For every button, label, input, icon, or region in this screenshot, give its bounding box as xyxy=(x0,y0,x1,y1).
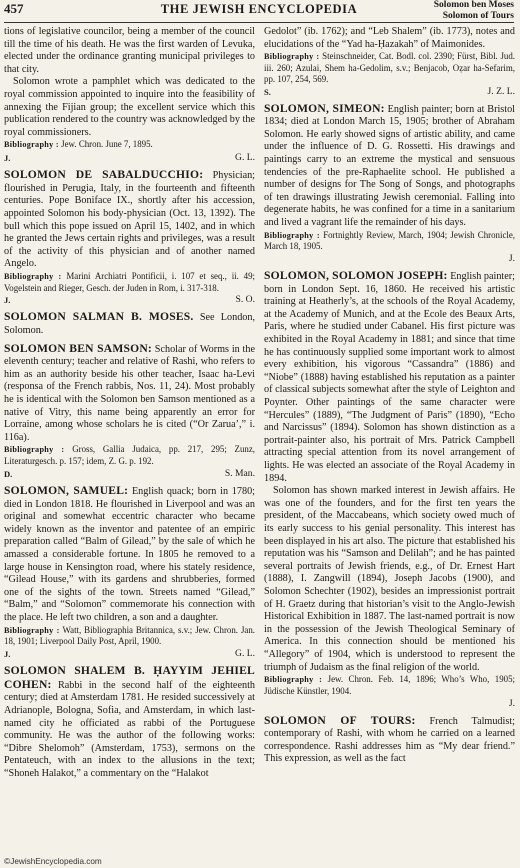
signature-left: J. xyxy=(4,649,11,660)
bibliography-text: Fortnightly Review, March, 1904; Jewish Chronicle, March 18, 1905. xyxy=(264,229,515,252)
bibliography xyxy=(4,625,255,648)
signature-right: S. O. xyxy=(235,294,255,306)
left-column xyxy=(4,26,255,854)
article-headword: SOLOMON, SIMEON: xyxy=(264,101,385,115)
article-body: English quack; born in 1780; died in London 1818. He flourished in Liverpool and was an original and somewhat eccentric character who became widely known as the inventor and patentee of an empiric preparation called “Balm of Gilead,” by the sale of which he amassed a considerable fortune. In 1805 he removed to a large house in Kensington road, where his stately residence, “Gilead House,” with its gardens and shrubberies, formed one of the sights of the town. Streets named “Gilead,” “Balm,” and “Solomon” commemorate his connection with the place. He left two children, a son and a daughter. xyxy=(4,486,255,623)
article-continued xyxy=(4,26,255,164)
article-text xyxy=(4,311,255,337)
running-head-first: Solomon ben Moses xyxy=(433,0,514,10)
bibliography xyxy=(264,51,515,84)
site-credit xyxy=(4,856,102,866)
bibliography-label: Bibliography : xyxy=(264,675,323,685)
site-name: JewishEncyclopedia.com xyxy=(10,857,102,866)
bibliography-text: Marini Archiatri Pontificii, i. 107 et seq., ii. 49; Vogelstein and Rieger, Gesch. der Juden in Rom, i. 317-318. xyxy=(4,270,255,293)
bibliography-text: Gross, Gallia Judaica, pp. 217, 295; Zunz, Literaturgesch. p. 157; idem, Z. G. p. 192. xyxy=(4,444,255,467)
signature-line xyxy=(4,468,255,480)
bibliography-text: Watt, Bibliographia Britannica, s.v.; Jew. Chron. Jan. 18, 1901; Liverpool Daily Post, April, 1900. xyxy=(4,624,255,647)
article-solomon-of-tours xyxy=(264,715,515,766)
bibliography xyxy=(264,674,515,697)
signature-line xyxy=(4,152,255,164)
article-headword: SOLOMON, SOLOMON JOSEPH: xyxy=(264,269,448,283)
right-column xyxy=(264,26,515,854)
article-body: French Talmudist; contemporary of Rashi, with whom he carried on a learned correspondence. Rashi addresses him as “My dear friend.” This expression, as well as the fact xyxy=(264,715,515,765)
article-solomon-salman-b-moses xyxy=(4,311,255,337)
article-body: Scholar of Worms in the eleventh century; teacher and relative of Rashi, who refers to him as an authority beside his other teacher, Isaac ha-Levi (responsa of the French rabbis, Nos. 11, 24). Most probably he is identical with the Solomon ben Samson mentioned as a native of Vitry, this name being apparently an error for Lorraine, among whose scholars he is cited (“Or Zarua’,” i. 116a). xyxy=(4,343,255,443)
paragraph: Gedolot” (ib. 1762); and “Leb Shalem” (ib. 1773), notes and elucidations of the “Yad ha-Ḥazakah” of Maimonides. xyxy=(264,26,515,50)
signature-right: G. L. xyxy=(235,648,255,660)
article-solomon-de-sabalducchio xyxy=(4,169,255,306)
signature-line xyxy=(4,648,255,660)
article-body: Rabbi in the second half of the eighteenth century; died at Amsterdam 1781. He resided successively at Adrianople, Bologna, Sofia, and Amsterdam, in which last-named city he officiated as rabbi of the Portuguese community. He was the author of the following works: “Dibre Shelomoh” (Amsterdam, 1753), sermons on the Pentateuch, with an index to the allusions in the text; “Shoneh Halakot,” a commentary on the “Halakot xyxy=(4,679,255,779)
bibliography-label: Bibliography : xyxy=(4,140,59,150)
signature-left: D. xyxy=(4,469,13,480)
signature-right: J. xyxy=(508,253,515,265)
article-body: English painter; born at Bristol 1834; died at London March 15, 1905; brother of Abraham Solomon. He early showed signs of artistic ability, and came under the influence of D. G. Rossetti. His drawings and paintings carry to an extreme the mystical and sensuous tendencies of the pre-Raphaelite school. He published a number of designs for The Song of Songs, and photographs of ten drawings illustrating Jewish ceremonial. Falling into degenerate habits, he was confined for a time in a sanitarium and lived a vagrant life the remainder of his days. xyxy=(264,103,515,228)
article-solomon-solomon-joseph xyxy=(264,270,515,710)
running-head-last: Solomon of Tours xyxy=(442,10,514,21)
signature-line xyxy=(264,86,515,98)
signature-line xyxy=(4,294,255,306)
bibliography xyxy=(4,271,255,294)
signature-right: G. L. xyxy=(235,152,255,164)
page-header xyxy=(4,0,514,23)
bibliography-text: Jew. Chron. June 7, 1895. xyxy=(61,139,153,150)
article-headword: SOLOMON DE SABALDUCCHIO: xyxy=(4,168,204,182)
bibliography xyxy=(4,139,255,151)
bibliography xyxy=(4,444,255,467)
article-solomon-samuel xyxy=(4,485,255,660)
cross-reference: See London, Solomon. xyxy=(4,312,255,337)
bibliography-label: Bibliography : xyxy=(264,230,320,240)
signature-left: S. xyxy=(264,86,271,97)
article-headword: SOLOMON BEN SAMSON: xyxy=(4,341,152,355)
signature-right: J. Z. L. xyxy=(487,85,515,97)
bibliography-label: Bibliography : xyxy=(4,271,62,281)
article-text xyxy=(4,343,255,445)
paragraph: Solomon has shown marked interest in Jewish affairs. He was one of the founders, and for the first ten years the president, of the Maccabeans, which society owed much of its early success to his genial personality. This interest has been displayed in his art also. The picture that established his reputation was his “Samson and Delilah”; and he has painted several portraits of Jewish friends, e.g., of Dr. Ernest Hart (1888), I. Zangwill (1894), Joseph Jacobs (1900), and Solomon Schechter (1902), besides an impressionist portrait of H. Graetz during that historian’s visit to the Anglo-Jewish Historical Exhibition in 1887. The last-named portrait is now in the possession of the Jewish Theological Seminary of America. In this connection should be mentioned his “Allegory” of 1904, which is understood to represent the triumph of Judaism as the final religion of the world. xyxy=(264,485,515,673)
article-solomon-ben-samson xyxy=(4,343,255,480)
signature-left: J. xyxy=(4,295,11,306)
article-text xyxy=(264,270,515,485)
article-body: English painter; born in London Sept. 16, 1860. He received his artistic training at Heatherly’s, at the schools of the Royal Academy, at the Academy of Munich, and at the Ecole des Beaux Arts, Paris, where he studied under Cabanel. His first picture was exhibited in the Royal Academy in 1881; and since that time he has continuously supplied some important work to almost every exhibition, his vigorous “Cassandra” (1886) and “Niobe” (1888) having established his reputation as a painter of classical subjects somewhat after the style of Leighton and Poynter. Other paintings of the same character were “Hercules” (1889), “The Judgment of Paris” (1890), “Echo and Narcissus” (1894). Solomon has shown distinction as a portrait-painter also, his portrait of Mrs. Patrick Campbell attracting special attention from its novel arrangement of lights. He was elected an associate of the Royal Academy in 1894. xyxy=(264,271,515,484)
bibliography-text: Steinschneider, Cat. Bodl. col. 2390; Fürst, Bibl. Jud. iii. 260; Azulai, Shem ha-Gedolim, s.v.; Benjacob, Oẓar ha-Sefarim, pp. 107, 254, 569. xyxy=(264,51,515,84)
article-text xyxy=(4,665,255,780)
paragraph: Solomon wrote a pamphlet which was dedicated to the royal commission appointed to inquire into the feasibility of annexing the Fijian group; the excellent service which this publication rendered to the country was acknowledged by the royal commissioners. xyxy=(4,76,255,138)
publication-title: THE JEWISH ENCYCLOPEDIA xyxy=(160,2,358,16)
article-text xyxy=(264,715,515,766)
signature-left: J. xyxy=(4,153,11,164)
article-text xyxy=(4,169,255,271)
bibliography-text: Jew. Chron. Feb. 14, 1896; Who’s Who, 1905; Jüdische Künstler, 1904. xyxy=(264,674,515,696)
article-headword: SOLOMON, SAMUEL: xyxy=(4,484,129,498)
article-headword: SOLOMON OF TOURS: xyxy=(264,713,416,727)
article-headword: SOLOMON SHALEM B. ḤAYYIM JEHIEL COHEN: xyxy=(4,664,255,691)
bibliography-label: Bibliography : xyxy=(4,625,60,635)
signature-line xyxy=(264,698,515,710)
article-solomon-shalem xyxy=(4,665,255,780)
signature-right: J. xyxy=(508,697,515,709)
article-solomon-simeon xyxy=(264,103,515,266)
bibliography xyxy=(264,230,515,253)
article-text xyxy=(264,103,515,230)
running-heads xyxy=(434,0,514,21)
article-solomon-shalem-continued xyxy=(264,26,515,98)
signature-line xyxy=(264,253,515,265)
article-body: Physician; flourished in Perugia, Italy, in the fourteenth and fifteenth centuries. Pope Boniface IX., shortly after his accession, appointed Solomon his body-physician (Oct. 13, 1392). The bull which this pope issued on April 15, 1402, and in which he granted the Jews certain rights and privileges, was a result of the activity of this physician and of another named Angelo. xyxy=(4,170,255,270)
bibliography-label: Bibliography : xyxy=(4,445,65,455)
signature-right: S. Man. xyxy=(224,468,255,480)
article-headword: SOLOMON SALMAN B. MOSES. xyxy=(4,310,194,324)
bibliography-label: Bibliography : xyxy=(264,52,320,62)
copyright-symbol: © xyxy=(4,856,11,866)
article-text xyxy=(4,485,255,625)
paragraph: tions of legislative councilor, being a member of the council till the time of his death. He was the first warden of Levuka, elected under the ordinance granting municipal privileges to that city. xyxy=(4,26,255,75)
page-number: 457 xyxy=(4,1,24,16)
